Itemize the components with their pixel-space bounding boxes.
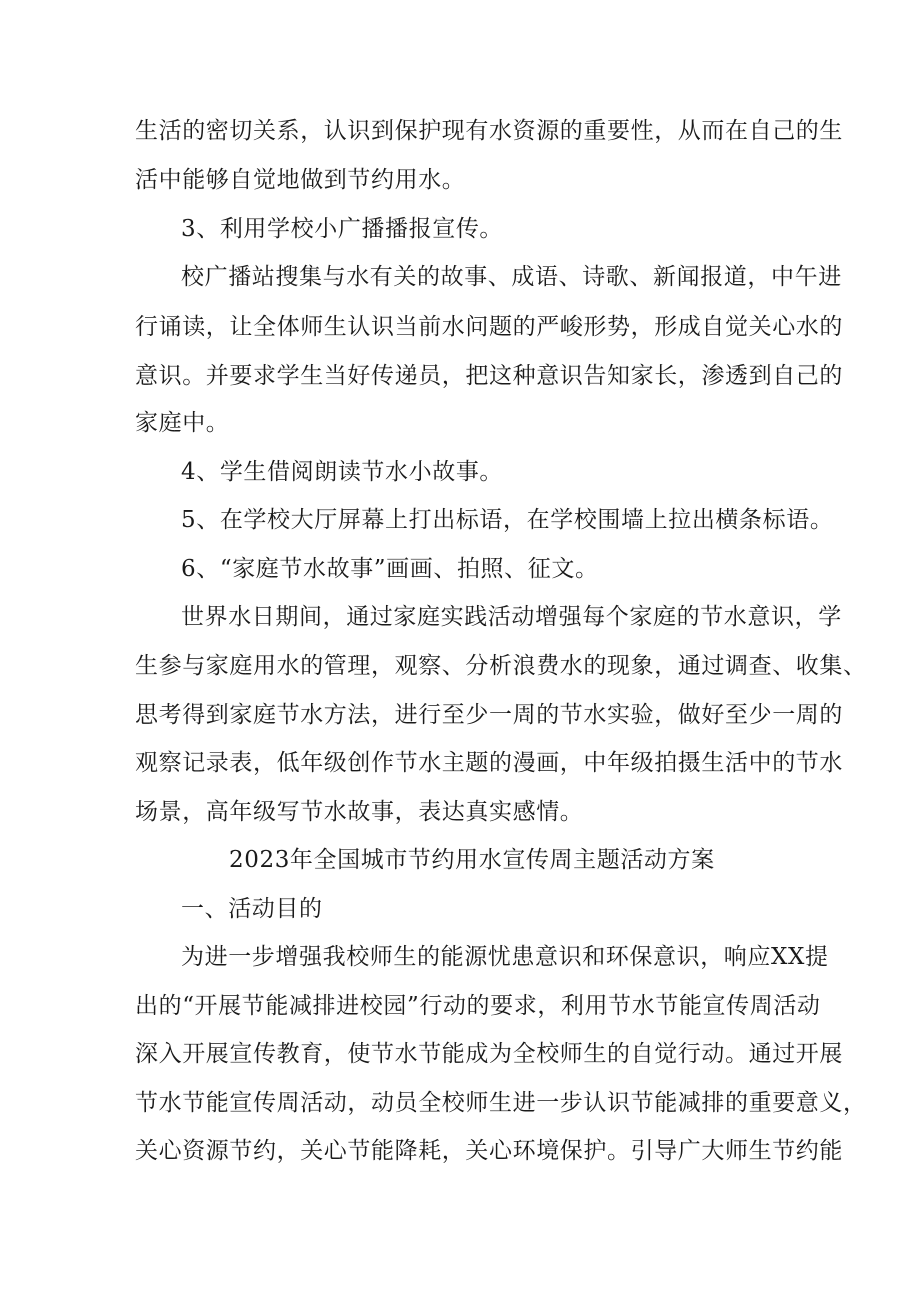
body-text-line: 世界水日期间，通过家庭实践活动增强每个家庭的节水意识，学 (181, 604, 842, 630)
body-text-line: 生参与家庭用水的管理，观察、分析浪费水的现象，通过调查、收集、 (135, 653, 867, 679)
body-text-line: 意识。并要求学生当好传递员，把这种意识告知家长，渗透到自己的 (135, 363, 843, 389)
body-text-line: 家庭中。 (135, 410, 230, 436)
list-item: 6、“家庭节水故事”画画、拍照、征文。 (181, 556, 599, 582)
body-text-line: 行诵读，让全体师生认识当前水问题的严峻形势，形成自觉关心水的 (135, 314, 843, 340)
body-text-line: 出的“开展节能减排进校园”行动的要求，利用节水节能宣传周活动 (135, 993, 821, 1019)
body-text-line: 场景，高年级写节水故事，表达真实感情。 (135, 799, 584, 825)
section-heading: 一、活动目的 (181, 896, 323, 922)
body-text-line: 思考得到家庭节水方法，进行至少一周的节水实验，做好至少一周的 (135, 702, 843, 728)
list-item: 5、在学校大厅屏幕上打出标语，在学校围墙上拉出横条标语。 (181, 507, 834, 533)
body-text-line: 关心资源节约，关心节能降耗，关心环境保护。引导广大师生节约能 (135, 1138, 843, 1164)
body-text-line: 观察记录表，低年级创作节水主题的漫画，中年级拍摄生活中的节水 (135, 750, 843, 776)
body-text-line: 活中能够自觉地做到节约用水。 (135, 167, 466, 193)
body-text-line: 为进一步增强我校师生的能源忧患意识和环保意识，响应XX提 (181, 944, 829, 970)
body-text-line: 生活的密切关系，认识到保护现有水资源的重要性，从而在自己的生 (135, 118, 843, 144)
body-text-line: 深入开展宣传教育，使节水节能成为全校师生的自觉行动。通过开展 (135, 1041, 843, 1067)
list-item: 3、利用学校小广播播报宣传。 (181, 216, 504, 242)
section-title: 2023年全国城市节约用水宣传周主题活动方案 (229, 847, 715, 873)
list-item: 4、学生借阅朗读节水小故事。 (181, 459, 504, 485)
body-text-line: 校广播站搜集与水有关的故事、成语、诗歌、新闻报道，中午进 (181, 264, 842, 290)
body-text-line: 节水节能宣传周活动，动员全校师生进一步认识节能减排的重要意义， (135, 1090, 867, 1116)
